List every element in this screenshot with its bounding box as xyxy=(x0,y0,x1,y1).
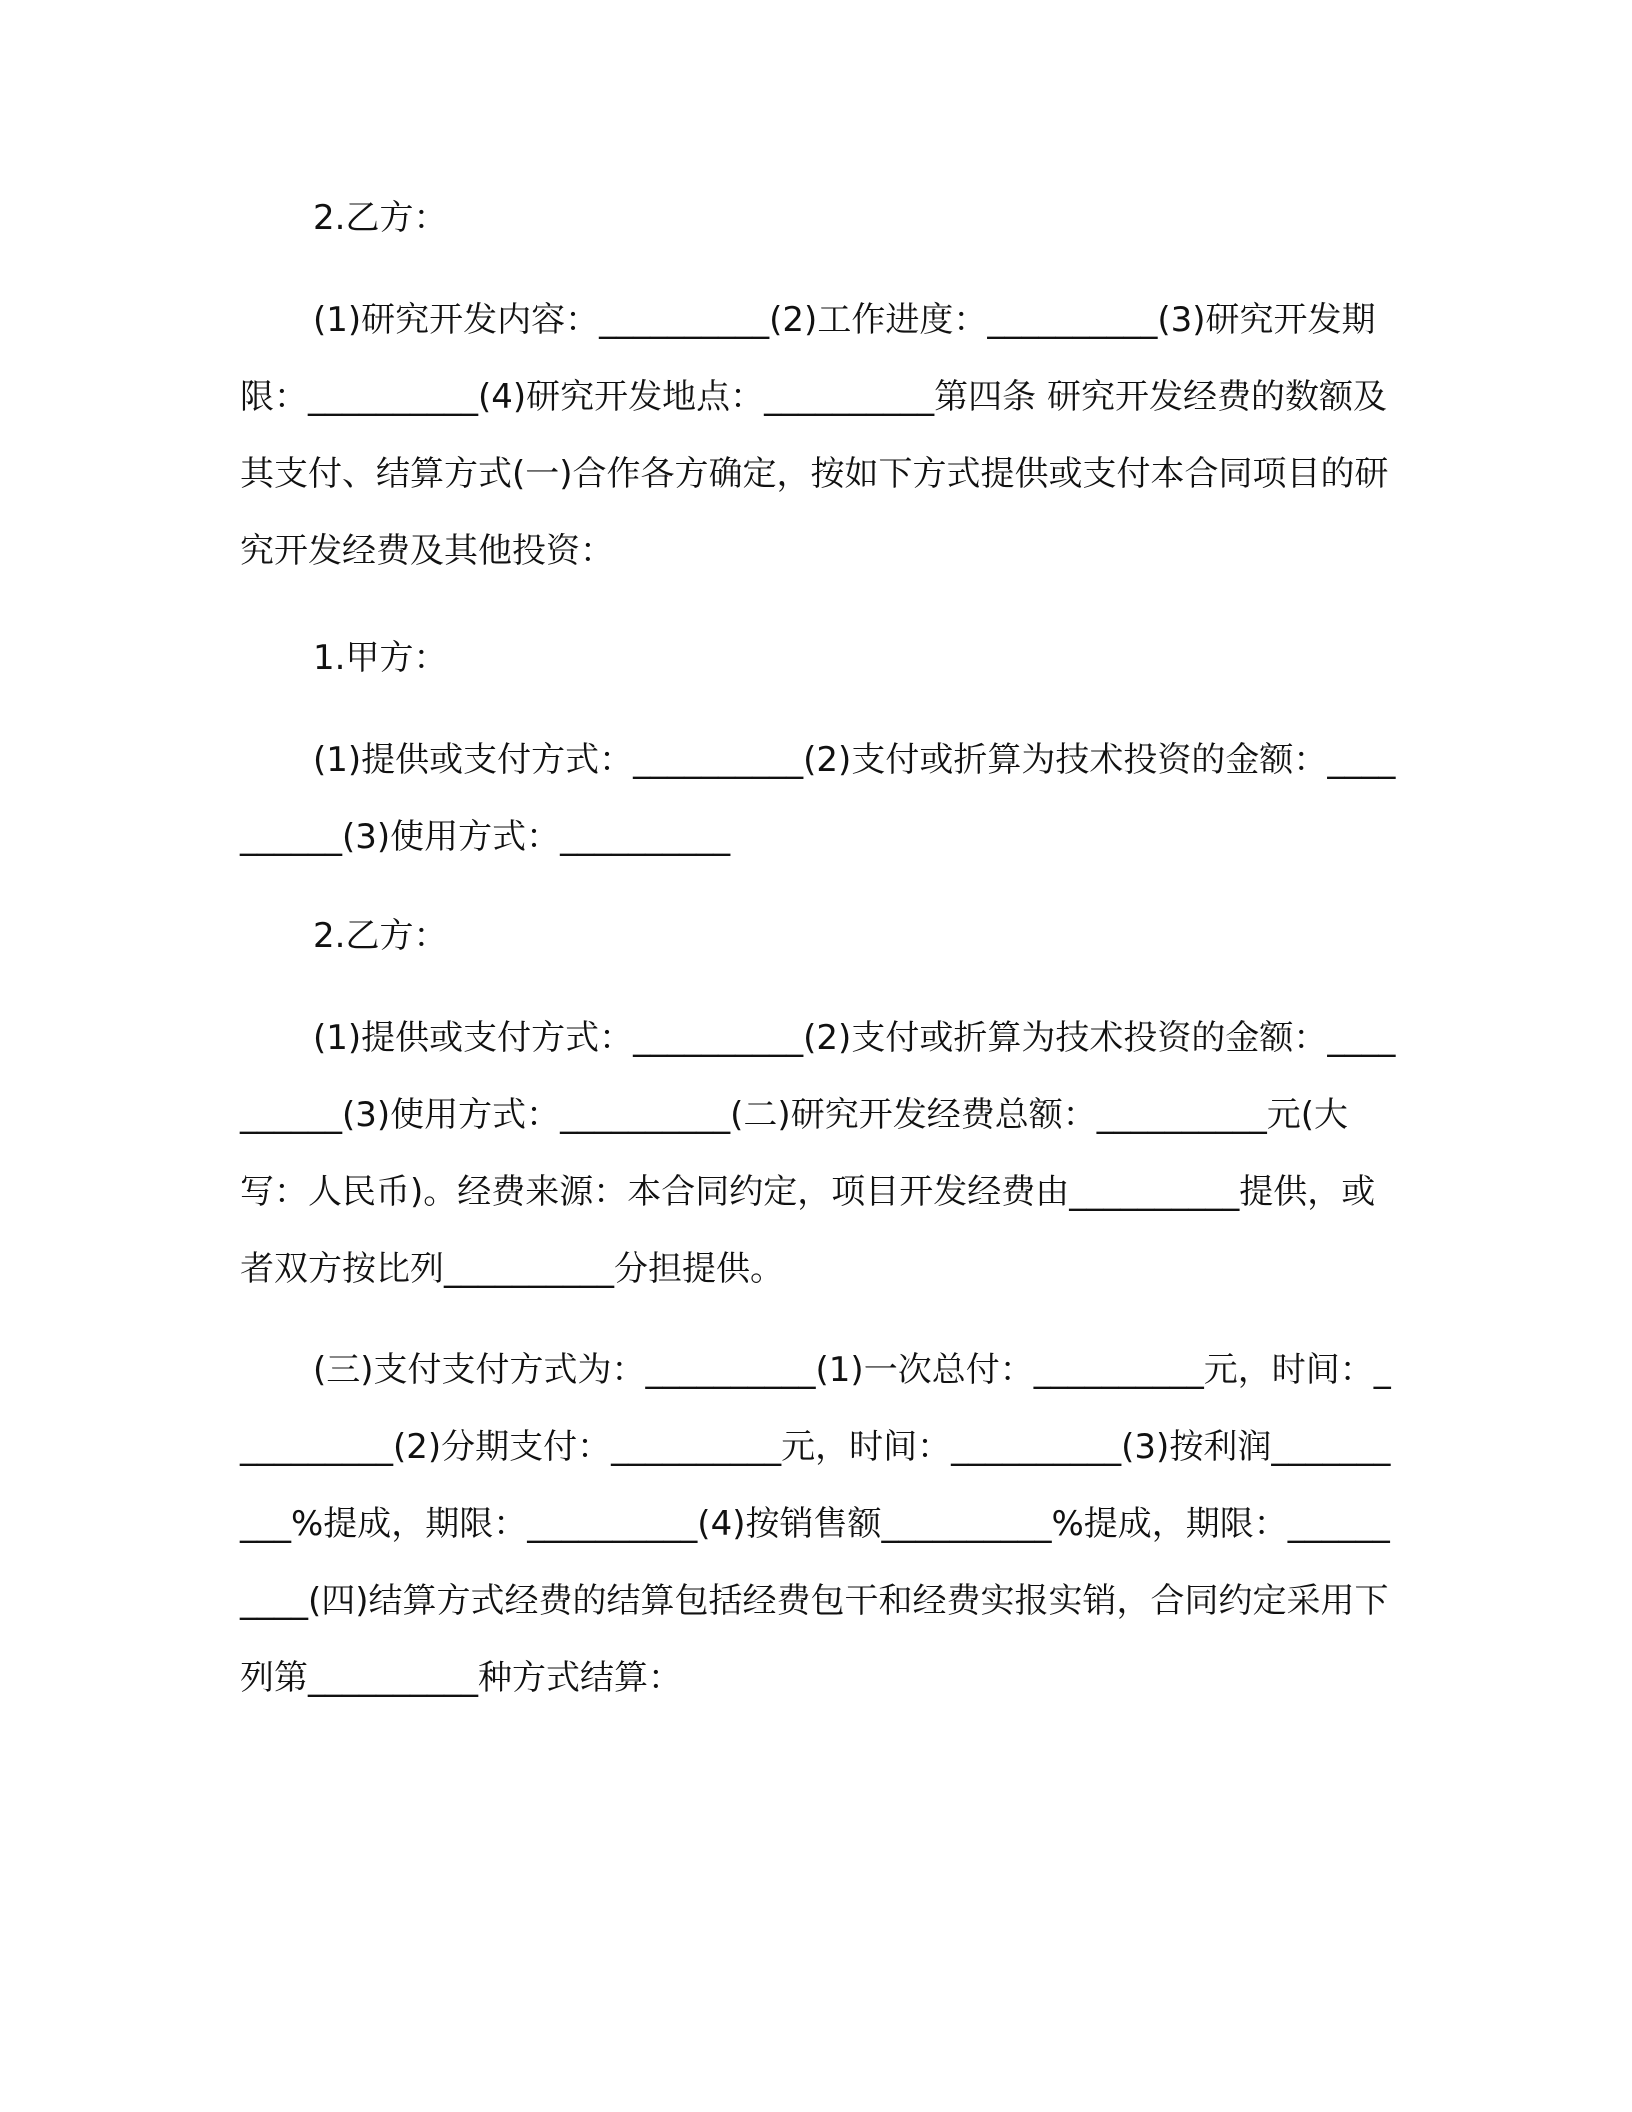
paragraph-party-a-payment: (1)提供或支付方式：__________(2)支付或折算为技术投资的金额：__________(3)使用方式：__________ xyxy=(240,740,1396,857)
paragraph-research-content: (1)研究开发内容：__________(2)工作进度：__________(3)研究开发期限：__________(4)研究开发地点：__________第四条 研究开发经费的数额及其支付、结算方式(一)合作各方确定，按如下方式提供或支付本合同项目的研究开发经费及其他投资： xyxy=(240,300,1389,571)
document-page xyxy=(240,0,1400,2112)
paragraph-party-b-heading: 2.乙方： xyxy=(313,198,448,238)
paragraph-party-b-payment: (1)提供或支付方式：__________(2)支付或折算为技术投资的金额：__________(3)使用方式：__________(二)研究开发经费总额：__________元(大写：人民币)。经费来源：本合同约定，项目开发经费由__________提供，或者双方按比列__________分担提供。 xyxy=(240,1018,1396,1289)
paragraph-payment-method: (三)支付支付方式为：__________(1)一次总付：__________元，时间：__________(2)分期支付：__________元，时间：__________(3)按利润__________%提成，期限：__________(4)按销售额__________%提成，期限：__________(四)结算方式经费的结算包括经费包干和经费实报实销，合同约定采用下列第__________种方式结算： xyxy=(240,1350,1391,1698)
paragraph-party-a-heading: 1.甲方： xyxy=(313,638,448,678)
paragraph-party-b-heading-2: 2.乙方： xyxy=(313,916,448,956)
